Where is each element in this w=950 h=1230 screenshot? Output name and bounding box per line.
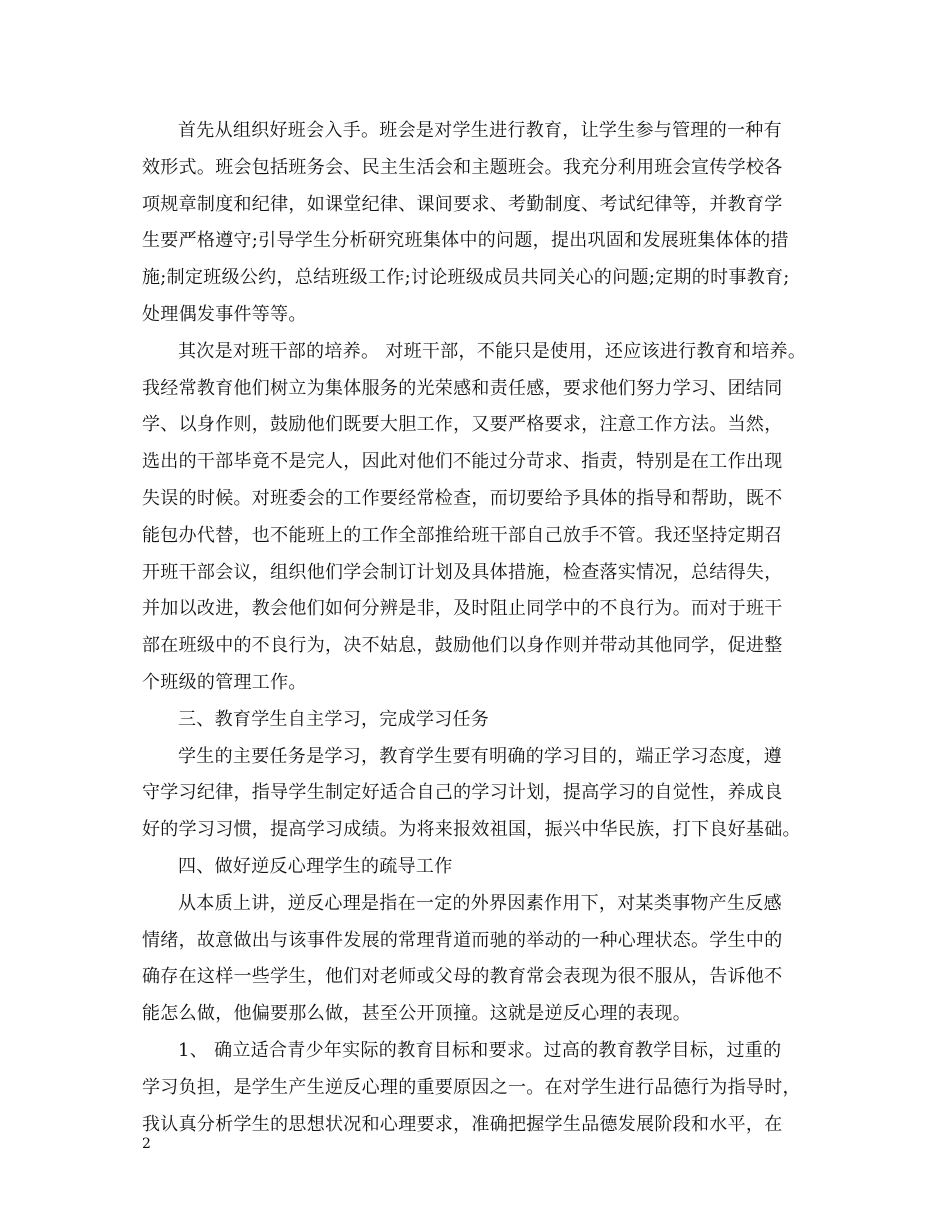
text-line: 学习负担，是学生产生逆反心理的重要原因之一。在对学生进行品德行为指导时， — [142, 1076, 801, 1098]
text-line: 我经常教育他们树立为集体服务的光荣感和责任感，要求他们努力学习、团结同 — [142, 377, 783, 399]
text-line: 首先从组织好班会入手。班会是对学生进行教育，让学生参与管理的一种有 — [178, 120, 782, 141]
text-line: 并加以改进，教会他们如何分辨是非，及时阻止同学中的不良行为。而对于班干 — [142, 598, 783, 620]
text-line: 项规章制度和纪律，如课堂纪律、课间要求、考勤制度、考试纪律等，并教育学 — [142, 193, 783, 215]
text-line: 能怎么做，他偏要那么做，甚至公开顶撞。这就是逆反心理的表现。 — [142, 1003, 691, 1025]
text-line: 学生的主要任务是学习，教育学生要有明确的学习目的，端正学习态度，遵 — [178, 745, 782, 767]
text-line: 我认真分析学生的思想状况和心理要求，准确把握学生品德发展阶段和水平，在 — [142, 1113, 783, 1135]
text-line: 三、教育学生自主学习，完成学习任务 — [178, 708, 490, 730]
text-line: 失误的时候。对班委会的工作要经常检查，而切要给予具体的指导和帮助，既不 — [142, 487, 783, 509]
text-line: 好的学习习惯，提高学习成绩。为将来报效祖国，振兴中华民族，打下良好基础。 — [142, 819, 801, 841]
text-line: 四、做好逆反心理学生的疏导工作 — [178, 855, 453, 877]
text-line: 能包办代替，也不能班上的工作全部推给班干部自己放手不管。我还坚持定期召 — [142, 524, 783, 546]
text-line: 情绪，故意做出与该事件发展的常理背道而驰的举动的一种心理状态。学生中的 — [142, 929, 783, 951]
text-line: 从本质上讲，逆反心理是指在一定的外界因素作用下，对某类事物产生反感 — [178, 892, 782, 914]
text-line: 处理偶发事件等等。 — [142, 303, 307, 325]
text-line: 守学习纪律，指导学生制定好适合自己的学习计划，提高学习的自觉性，养成良 — [142, 782, 783, 804]
text-line: 生要严格遵守;引导学生分析研究班集体中的问题，提出巩固和发展班集体体的措 — [142, 230, 789, 252]
document-body — [142, 113, 814, 1143]
text-line: 施;制定班级公约，总结班级工作;讨论班级成员共同关心的问题;定期的时事教育; — [142, 267, 790, 289]
text-line: 选出的干部毕竟不是完人，因此对他们不能过分苛求、指责，特别是在工作出现 — [142, 451, 783, 473]
text-line: 学、以身作则，鼓励他们既要大胆工作，又要严格要求，注意工作方法。当然， — [142, 414, 783, 436]
text-line: 确存在这样一些学生，他们对老师或父母的教育常会表现为很不服从，告诉他不 — [142, 966, 783, 988]
page-number: 2 — [142, 1136, 151, 1152]
text-line: 其次是对班干部的培养。 对班干部，不能只是使用，还应该进行教育和培养。 — [178, 340, 807, 362]
text-line: 个班级的管理工作。 — [142, 671, 307, 693]
text-line: 1、 确立适合青少年实际的教育目标和要求。过高的教育教学目标，过重的 — [178, 1039, 782, 1061]
text-line: 开班干部会议，组织他们学会制订计划及具体措施，检查落实情况，总结得失， — [142, 561, 783, 583]
text-line: 部在班级中的不良行为，决不姑息，鼓励他们以身作则并带动其他同学，促进整 — [142, 635, 783, 657]
text-line: 效形式。班会包括班务会、民主生活会和主题班会。我充分利用班会宣传学校各 — [142, 156, 783, 178]
